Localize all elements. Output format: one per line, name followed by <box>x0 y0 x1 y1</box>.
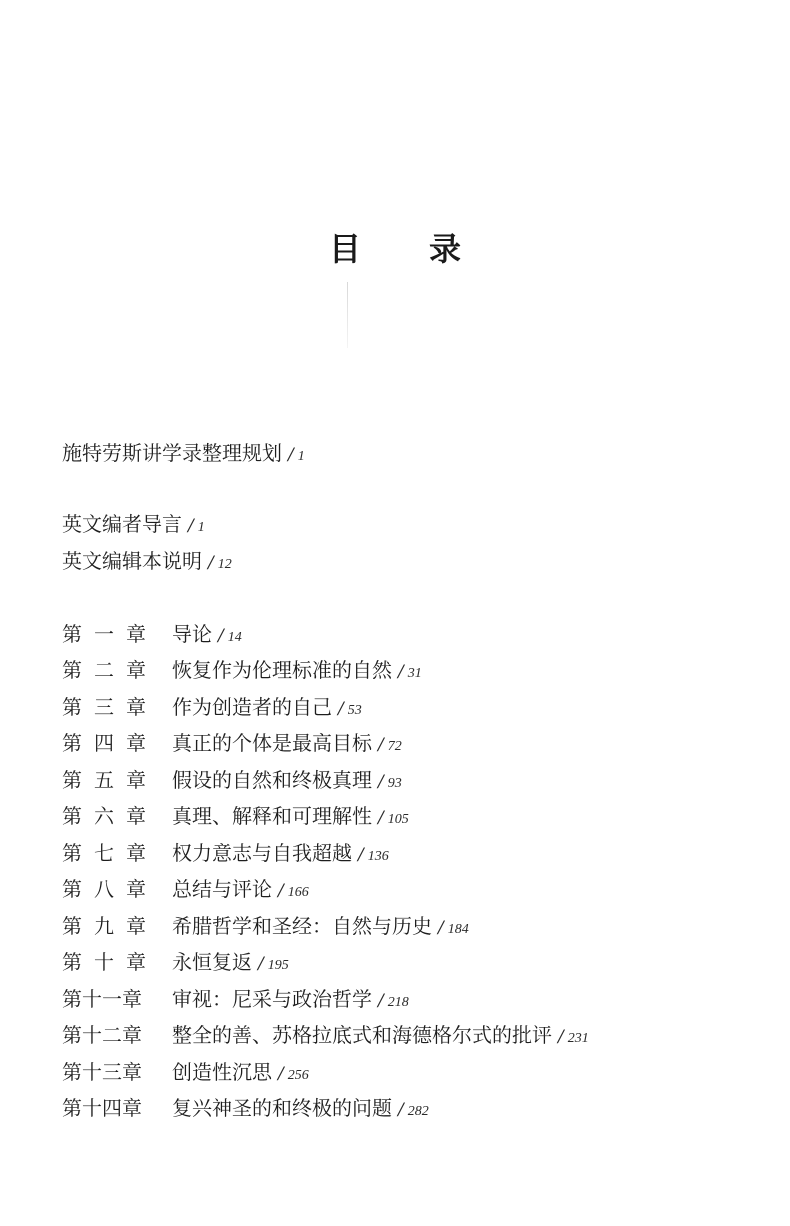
chapter-label: 第七章 <box>62 841 158 865</box>
entry-page: 256 <box>287 1068 309 1083</box>
entry-separator: / <box>188 516 194 536</box>
toc-entry-chapter-7[interactable] <box>62 838 389 868</box>
chapter-label: 第八章 <box>62 877 158 901</box>
entry-separator: / <box>288 445 294 465</box>
toc-entry-chapter-2[interactable] <box>62 655 422 685</box>
entry-separator: / <box>258 954 264 974</box>
entry-title: 总结与评论 <box>172 877 272 901</box>
toc-entry-chapter-10[interactable] <box>62 947 289 977</box>
entry-title: 权力意志与自我超越 <box>172 841 352 865</box>
entry-title: 真理、解释和可理解性 <box>172 804 372 828</box>
toc-entry-chapter-3[interactable] <box>62 692 362 722</box>
entry-page: 1 <box>297 449 305 464</box>
toc-entry-chapter-1[interactable] <box>62 619 242 649</box>
entry-separator: / <box>398 1100 404 1120</box>
toc-entry-chapter-4[interactable] <box>62 728 402 758</box>
chapter-label: 第四章 <box>62 731 158 755</box>
toc-entry-chapter-9[interactable] <box>62 911 469 941</box>
entry-title: 施特劳斯讲学录整理规划 <box>62 441 282 465</box>
entry-title: 恢复作为伦理标准的自然 <box>172 658 392 682</box>
chapter-label: 第一章 <box>62 622 158 646</box>
chapter-label: 第三章 <box>62 695 158 719</box>
entry-page: 184 <box>447 922 469 937</box>
chapter-label: 第十一章 <box>62 987 142 1011</box>
entry-page: 105 <box>387 812 409 827</box>
toc-entry-chapter-8[interactable] <box>62 874 309 904</box>
entry-separator: / <box>378 772 384 792</box>
entry-separator: / <box>378 991 384 1011</box>
entry-title: 审视：尼采与政治哲学 <box>172 987 372 1011</box>
chapter-label: 第十章 <box>62 950 158 974</box>
entry-page: 93 <box>387 776 402 791</box>
entry-separator: / <box>208 553 214 573</box>
toc-entry-chapter-5[interactable] <box>62 765 402 795</box>
chapter-label: 第六章 <box>62 804 158 828</box>
entry-separator: / <box>398 662 404 682</box>
toc-entry-chapter-11[interactable] <box>62 984 409 1014</box>
entry-page: 53 <box>347 703 362 718</box>
entry-separator: / <box>558 1027 564 1047</box>
faint-mark <box>347 282 348 348</box>
entry-page: 231 <box>567 1031 589 1046</box>
chapter-label: 第五章 <box>62 768 158 792</box>
chapter-label: 第十二章 <box>62 1023 142 1047</box>
entry-title: 英文编者导言 <box>62 512 182 536</box>
entry-separator: / <box>438 918 444 938</box>
page-title <box>0 224 790 270</box>
entry-title: 导论 <box>172 622 212 646</box>
chapter-label: 第十三章 <box>62 1060 142 1084</box>
toc-entry-chapter-14[interactable] <box>62 1093 429 1123</box>
entry-title: 永恒复返 <box>172 950 252 974</box>
entry-title: 英文编辑本说明 <box>62 549 202 573</box>
entry-page: 14 <box>227 630 242 645</box>
entry-title: 复兴神圣的和终极的问题 <box>172 1096 392 1120</box>
entry-separator: / <box>338 699 344 719</box>
title-char-2: 录 <box>429 230 462 268</box>
entry-title: 整全的善、苏格拉底式和海德格尔式的批评 <box>172 1023 552 1047</box>
entry-page: 72 <box>387 739 402 754</box>
entry-page: 1 <box>197 520 205 535</box>
title-char-1: 目 <box>328 230 361 268</box>
chapter-label: 第十四章 <box>62 1096 142 1120</box>
chapter-label: 第九章 <box>62 914 158 938</box>
entry-page: 195 <box>267 958 289 973</box>
chapter-label: 第二章 <box>62 658 158 682</box>
entry-page: 136 <box>367 849 389 864</box>
entry-title: 作为创造者的自己 <box>172 695 332 719</box>
entry-separator: / <box>358 845 364 865</box>
entry-page: 12 <box>217 557 232 572</box>
toc-entry-planning[interactable] <box>62 438 305 468</box>
toc-entry-chapter-12[interactable] <box>62 1020 589 1050</box>
toc-entry-chapter-13[interactable] <box>62 1057 309 1087</box>
entry-separator: / <box>378 735 384 755</box>
entry-separator: / <box>278 881 284 901</box>
entry-separator: / <box>378 808 384 828</box>
entry-title: 创造性沉思 <box>172 1060 272 1084</box>
entry-page: 218 <box>387 995 409 1010</box>
entry-page: 166 <box>287 885 309 900</box>
toc-entry-editor-intro[interactable] <box>62 509 205 539</box>
entry-page: 31 <box>407 666 422 681</box>
entry-title: 假设的自然和终极真理 <box>172 768 372 792</box>
entry-separator: / <box>278 1064 284 1084</box>
toc-entry-edition-notes[interactable] <box>62 546 232 576</box>
entry-separator: / <box>218 626 224 646</box>
entry-title: 希腊哲学和圣经：自然与历史 <box>172 914 432 938</box>
entry-page: 282 <box>407 1104 429 1119</box>
toc-entry-chapter-6[interactable] <box>62 801 409 831</box>
entry-title: 真正的个体是最高目标 <box>172 731 372 755</box>
